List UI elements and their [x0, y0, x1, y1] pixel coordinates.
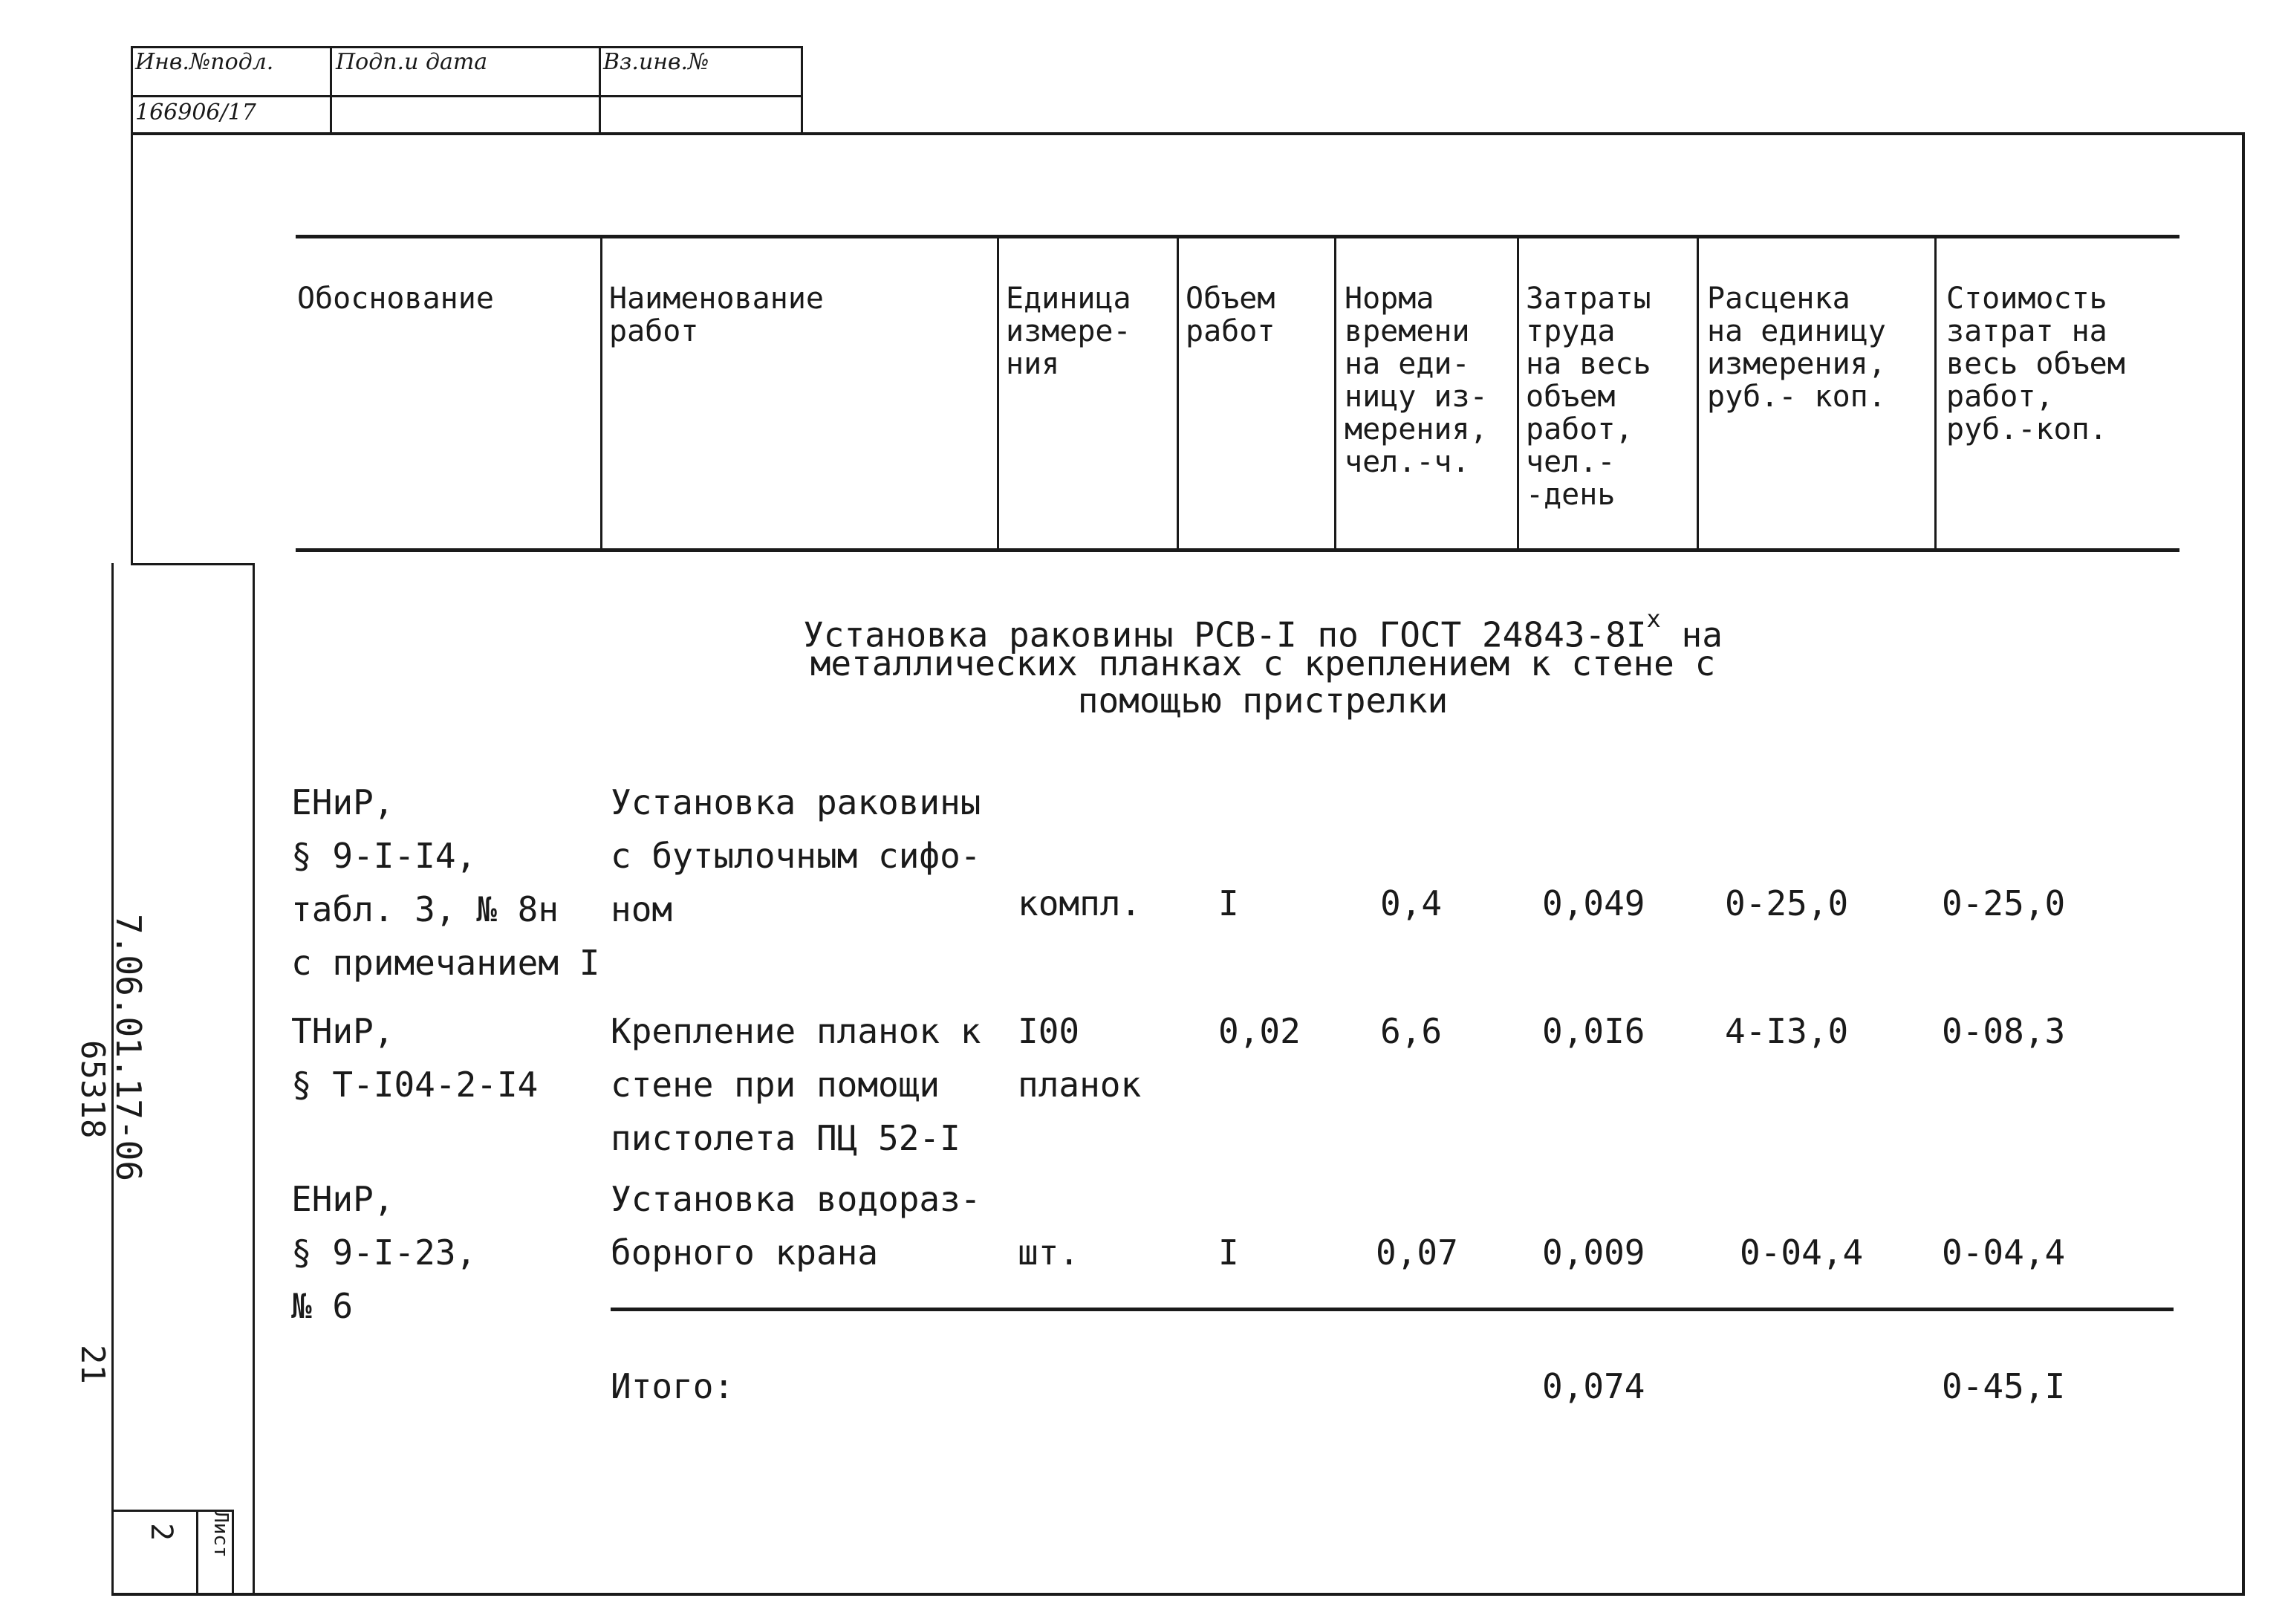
column-header-norm: Норма времени на еди- ницу из- мерения, чел.-ч. [1345, 282, 1488, 479]
row-volume: I [1218, 883, 1239, 923]
frame-bottom [111, 1593, 2245, 1596]
row-cost: 0-25,0 [1942, 883, 2066, 923]
row-unit: I00 планок [1018, 1011, 1142, 1105]
row-basis: ЕНиР, § 9-I-23, № 6 [291, 1179, 477, 1326]
row-rate: 4-I3,0 [1725, 1011, 1849, 1051]
row-labor: 0,0I6 [1542, 1011, 1645, 1051]
column-header-labor: Затраты труда на весь объем работ, чел.- -день [1526, 282, 1651, 512]
row-cost: 0-08,3 [1942, 1011, 2066, 1051]
stamp-header-vz: Вз.инв.№ [603, 49, 709, 75]
section-title-cont: металлических планках с креплением к стене с помощью пристрелки [810, 643, 1716, 721]
archive-number: 65318 [74, 1040, 111, 1139]
row-cost: 0-04,4 [1942, 1232, 2066, 1273]
row-name: Крепление планок к стене при помощи пистолета ПЦ 52-I [611, 1011, 981, 1158]
row-rate: 0-25,0 [1725, 883, 1849, 923]
section-title: Установка раковины РСВ-I по ГОСТ $24843-8I^х$ на [803, 605, 1723, 655]
column-header-cost: Стоимость затрат на весь объем работ, руб.-коп. [1946, 282, 2125, 446]
total-cost: 0-45,I [1942, 1366, 2066, 1406]
doc-code: 7.06.01.17-06 [108, 914, 149, 1182]
table-header-rule [296, 548, 2179, 552]
stamp-inv-number: 166906/17 [135, 100, 256, 126]
row-norm: 0,07 [1376, 1232, 1458, 1273]
page-number: 21 [74, 1345, 111, 1384]
total-rule [611, 1308, 2174, 1311]
row-volume: 0,02 [1218, 1011, 1301, 1051]
column-header-basis: Обоснование [297, 282, 494, 316]
row-unit: компл. [1018, 883, 1142, 923]
total-label: Итого: [611, 1366, 735, 1406]
row-volume: I [1218, 1232, 1239, 1273]
row-basis: ЕНиР, § 9-I-I4, табл. 3, № 8н с примечанием I [291, 782, 600, 983]
column-header-name: Наименование работ [609, 282, 824, 348]
frame-left [131, 132, 133, 563]
frame-right [2242, 132, 2245, 1596]
stamp-header-sign: Подп.и дата [336, 49, 488, 75]
column-header-unit: Единица измере- ния [1006, 282, 1131, 381]
sheet-number: 2 [144, 1523, 178, 1542]
column-header-volume: Объем работ [1186, 282, 1275, 348]
row-rate: 0-04,4 [1740, 1232, 1864, 1273]
total-labor: 0,074 [1542, 1366, 1645, 1406]
table-top-rule [296, 235, 2179, 238]
row-unit: шт. [1018, 1232, 1080, 1273]
column-header-rate: Расценка на единицу измерения, руб.- коп. [1707, 282, 1886, 414]
stamp-header-inv: Инв.№подл. [135, 49, 274, 75]
sheet-label: Лист [209, 1511, 232, 1558]
row-name: Установка водораз- борного крана [611, 1179, 981, 1273]
row-basis: ТНиР, § Т-I04-2-I4 [291, 1011, 539, 1105]
row-norm: 0,4 [1380, 883, 1443, 923]
row-labor: 0,049 [1542, 883, 1645, 923]
frame-top [131, 132, 2245, 135]
row-norm: 6,6 [1380, 1011, 1443, 1051]
row-name: Установка раковины с бутылочным сифо- ном [611, 782, 981, 929]
row-labor: 0,009 [1542, 1232, 1645, 1273]
